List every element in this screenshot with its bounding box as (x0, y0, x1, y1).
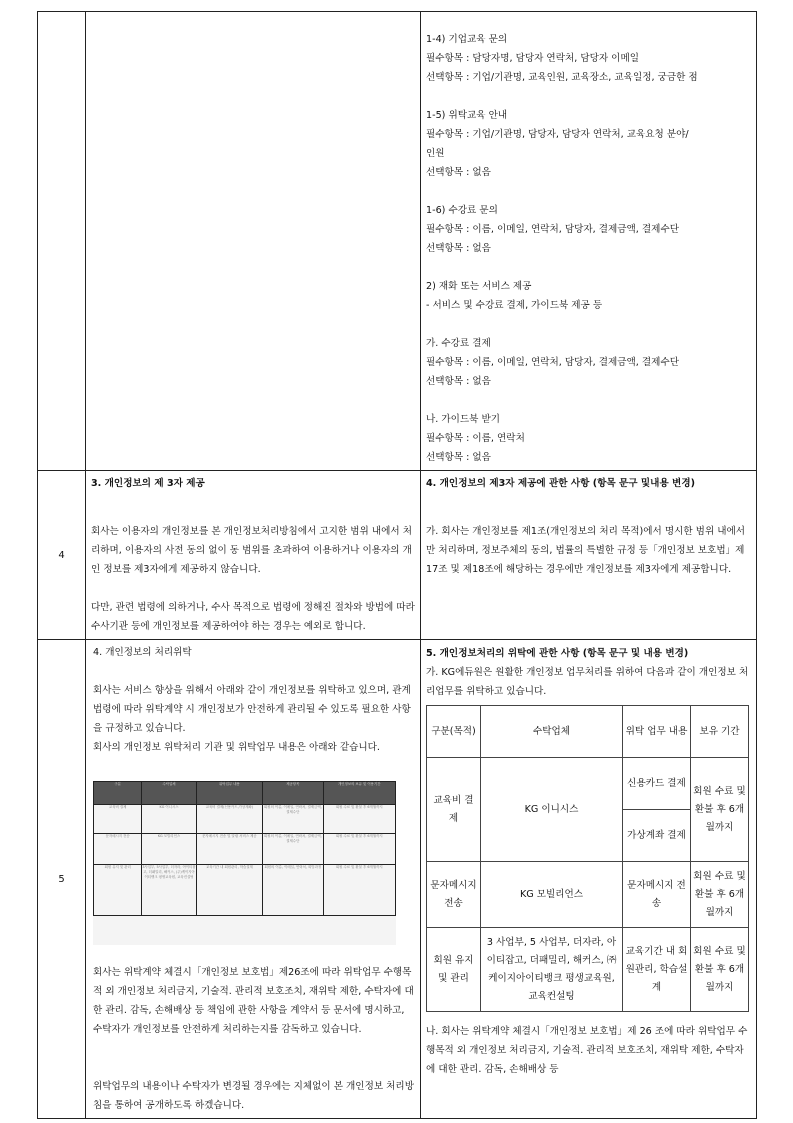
header-cell: 보유 기간 (691, 706, 749, 758)
text-line: 2) 재화 또는 서비스 제공 (426, 281, 532, 292)
task-cell: 교육기간 내 회원관리, 학습설계 (623, 928, 691, 1012)
text-line: 나. 가이드북 받기 (426, 414, 501, 425)
text-line: 선택항목 : 없음 (426, 243, 491, 254)
blank-line (426, 182, 751, 201)
image-table-cell: 회원 수료 및 환불 후 6개월까지 (323, 865, 396, 916)
image-table-cell: KG 이니시스 (142, 805, 196, 834)
outsourcing-table-image (93, 781, 396, 945)
image-table-cell: 회원의 이름, 이메일, 연락처, 희망과정 (263, 865, 323, 916)
paragraph: 회사는 위탁계약 체결시「개인정보 보호법」제26조에 따라 위탁업무 수행목적 외 개인정보 처리금지, 기술적. 관리적 보호조치, 재위탁 제한, 수탁자에 대한 관리. 감독, 손해배상 등 책임에 관한 사항을 계약서 등 문서에 명시하고, 수탁자가 개인정보를 안전하게 처리하는지를 감독하고 있습니다. (93, 967, 414, 1035)
image-table-cell: 회원 유지 및 관리 (94, 865, 142, 916)
image-table-row (94, 834, 396, 865)
old-text-cell (86, 471, 421, 640)
new-text-cell (421, 471, 757, 640)
comparison-table (37, 11, 757, 1119)
text-line: 1-5) 위탁교육 안내 (426, 110, 508, 121)
table-row-4 (38, 471, 757, 640)
task-cell: 문자메시지 전송 (623, 862, 691, 928)
header-cell: 위탁 업무 내용 (623, 706, 691, 758)
text-line: - 서비스 및 수강료 결제, 가이드북 제공 등 (426, 300, 603, 311)
image-table-header-cell: 제공항목 (263, 782, 323, 805)
paragraph: 가. KG에듀원은 원활한 개인정보 업무처리를 위하여 다음과 같이 개인정보 처리업무를 위탁하고 있습니다. (426, 667, 749, 697)
image-table-cell: 문자메시지 전송 (94, 834, 142, 865)
image-table-cell: 문자메시지 전송 및 알림 서비스 제공 (196, 834, 262, 865)
outsourcing-row (427, 862, 749, 928)
blank-line (426, 391, 751, 410)
outsourcing-header-row (427, 706, 749, 758)
paragraph: 회사의 개인정보 위탁처리 기관 및 위탁업무 내용은 아래와 같습니다. (93, 742, 380, 753)
category-cell: 문자메시지 전송 (427, 862, 481, 928)
text-line: 선택항목 : 기업/기관명, 교육인원, 교육장소, 교육일정, 궁금한 점 (426, 72, 698, 83)
paragraph: 다만, 관련 법령에 의하거나, 수사 목적으로 법령에 정해진 절차와 방법에 따라 수사기관 등에 개인정보를 제공하여야 하는 경우는 예외로 합니다. (91, 602, 415, 632)
document-page (37, 11, 756, 1119)
outsourcing-row (427, 928, 749, 1012)
category-cell: 교육비 결제 (427, 758, 481, 862)
table-row-continued (38, 12, 757, 471)
text-line: 필수항목 : 기업/기관명, 담당자, 담당자 연락처, 교육요청 분야/ (426, 129, 689, 140)
blank-line (426, 258, 751, 277)
paragraph: 가. 회사는 개인정보를 제1조(개인정보의 처리 목적)에서 명시한 범위 내에서만 처리하며, 정보주체의 동의, 법률의 특별한 규정 등「개인정보 보호법」제17조 및 제18조에 해당하는 경우에만 개인정보를 제3자에게 제공합니다. (426, 526, 746, 575)
image-table-header-cell: 수탁업체 (142, 782, 196, 805)
category-cell: 회원 유지 및 관리 (427, 928, 481, 1012)
table-row-5 (38, 640, 757, 1119)
image-table-cell: 회원 수료 및 환불 후 6개월까지 (323, 805, 396, 834)
text-line: 선택항목 : 없음 (426, 167, 491, 178)
image-table-header (94, 782, 396, 805)
text-line: 1-6) 수강료 문의 (426, 205, 498, 216)
image-table-cell: 교육비 결제 (94, 805, 142, 834)
outsourcing-row (427, 758, 749, 810)
header-cell: 구분(목적) (427, 706, 481, 758)
vendor-cell: KG 모빌리언스 (481, 862, 623, 928)
image-table-header-cell: 개인정보의 보유 및 이용기간 (323, 782, 396, 805)
paragraph: 회사는 서비스 향상을 위해서 아래와 같이 개인정보를 위탁하고 있으며, 관계 법령에 따라 위탁계약 시 개인정보가 안전하게 관리될 수 있도록 필요한 사항을 규정하고 있습니다. (93, 685, 411, 734)
vendor-cell: KG 이니시스 (481, 758, 623, 862)
text-line: 가. 수강료 결제 (426, 338, 491, 349)
text-line: 필수항목 : 이름, 연락처 (426, 433, 525, 444)
image-table-header-cell: 위탁업무 내용 (196, 782, 262, 805)
collection-items-list (421, 12, 756, 470)
period-cell: 회원 수료 및 환불 후 6개월까지 (691, 928, 749, 1012)
old-text-cell (86, 640, 421, 1119)
image-table-cell: 3사업부, 5사업부, 더자라, 아이티잡고, 더패밀리, 해커스, (주)케이지아이티뱅크 평생교육원, 교육컨설팅 (142, 865, 196, 916)
task-cell: 가상계좌 결제 (623, 810, 691, 862)
image-table-row (94, 805, 396, 834)
vendor-cell: 3 사업부, 5 사업부, 더자라, 아이티잡고, 더패밀리, 해커스, ㈜케이지아이티뱅크 평생교육원, 교육컨설팅 (481, 928, 623, 1012)
row-number: 4 (38, 471, 86, 640)
paragraph: 회사는 이용자의 개인정보를 본 개인정보처리방침에서 고지한 범위 내에서 처리하며, 이용자의 사전 동의 없이 동 범위를 초과하여 이용하거나 이용자의 개인 정보를 제3자에게 제공하지 않습니다. (91, 526, 412, 575)
section-title: 3. 개인정보의 제 3자 제공 (91, 478, 205, 489)
image-table-row (94, 865, 396, 916)
image-table-cell: 교육기간 내 회원관리, 학습설계 (196, 865, 262, 916)
image-table-cell: 회원의 이름, 이메일, 연락처, 결제금액, 결제수단 (263, 805, 323, 834)
outsourcing-table (426, 705, 749, 1012)
image-table-cell: 교육비 결제(신용카드,가상계좌) (196, 805, 262, 834)
image-table-cell: 회원의 이름, 이메일, 연락처, 결제금액, 결제수단 (263, 834, 323, 865)
section-title: 4. 개인정보의 처리위탁 (93, 647, 192, 658)
paragraph: 위탁업무의 내용이나 수탁자가 변경될 경우에는 지체없이 본 개인정보 처리방침을 통하여 공개하도록 하겠습니다. (93, 1081, 414, 1111)
image-table-header-cell: 구분 (94, 782, 142, 805)
text-line: 인원 (426, 148, 445, 159)
text-line: 선택항목 : 없음 (426, 376, 491, 387)
old-text-cell-empty (86, 12, 421, 471)
blank-line (426, 87, 751, 106)
task-cell: 신용카드 결제 (623, 758, 691, 810)
text-line: 필수항목 : 이름, 이메일, 연락처, 담당자, 결제금액, 결제수단 (426, 224, 679, 235)
text-line: 선택항목 : 없음 (426, 452, 491, 463)
section-title: 4. 개인정보의 제3자 제공에 관한 사항 (항목 문구 및내용 변경) (426, 478, 695, 489)
period-cell: 회원 수료 및 환불 후 6개월까지 (691, 862, 749, 928)
row-number-empty (38, 12, 86, 471)
row-number: 5 (38, 640, 86, 1119)
header-cell: 수탁업체 (481, 706, 623, 758)
text-line: 1-4) 기업교육 문의 (426, 34, 508, 45)
blank-line (426, 315, 751, 334)
text-line: 필수항목 : 담당자명, 담당자 연락처, 담당자 이메일 (426, 53, 639, 64)
image-table-cell: KG 모빌리언스 (142, 834, 196, 865)
section-title: 5. 개인정보처리의 위탁에 관한 사항 (항목 문구 및 내용 변경) (426, 648, 689, 659)
new-text-cell (421, 12, 757, 471)
period-cell: 회원 수료 및 환불 후 6개월까지 (691, 758, 749, 862)
new-text-cell (421, 640, 757, 1119)
image-table-cell: 회원 수료 및 환불 후 6개월까지 (323, 834, 396, 865)
text-line: 필수항목 : 이름, 이메일, 연락처, 담당자, 결제금액, 결제수단 (426, 357, 679, 368)
paragraph: 나. 회사는 위탁계약 체결시「개인정보 보호법」제 26 조에 따라 위탁업무 수행목적 외 개인정보 처리금지, 기술적. 관리적 보호조치, 재위탁 제한, 수탁자에 대한 관리. 감독, 손해배상 등 (426, 1026, 748, 1075)
